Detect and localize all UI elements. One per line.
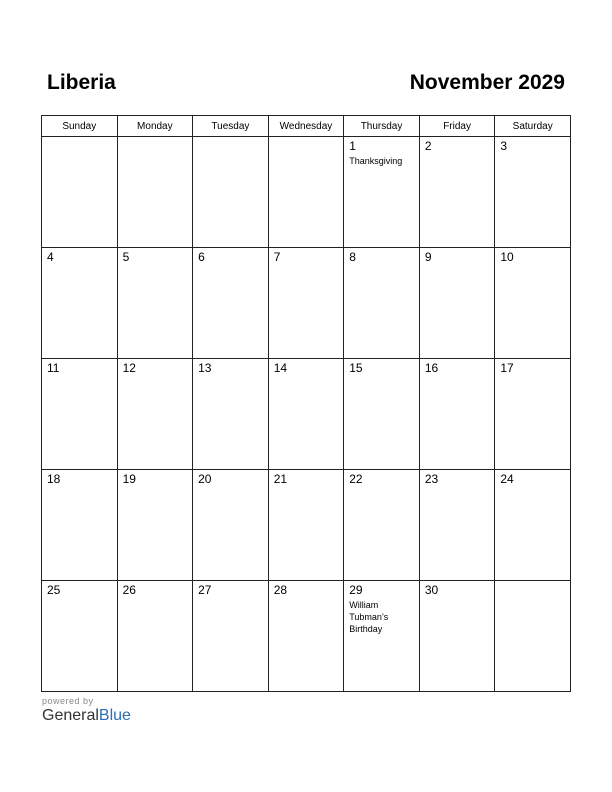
day-cell[interactable] <box>193 359 269 470</box>
day-cell[interactable] <box>117 248 193 359</box>
day-cell[interactable] <box>495 470 571 581</box>
week-row <box>42 248 571 359</box>
day-number: 23 <box>424 472 439 486</box>
week-row <box>42 137 571 248</box>
day-number: 13 <box>198 361 212 375</box>
day-cell[interactable] <box>42 470 118 581</box>
day-cell[interactable] <box>495 359 571 470</box>
day-cell[interactable] <box>419 248 495 359</box>
day-cell[interactable] <box>42 581 118 692</box>
day-number: 24 <box>500 472 514 486</box>
footer-branding <box>42 696 131 725</box>
day-cell[interactable] <box>344 248 420 359</box>
powered-by-label: powered by <box>42 696 94 706</box>
day-cell[interactable] <box>193 470 269 581</box>
day-number: 29 <box>349 583 363 597</box>
day-number: 25 <box>47 583 61 597</box>
day-number: 18 <box>47 472 61 486</box>
weekday-header-thursday: Thursday <box>344 116 420 137</box>
day-cell[interactable] <box>344 137 420 248</box>
weekday-header-wednesday: Wednesday <box>268 116 344 137</box>
day-cell <box>495 581 571 692</box>
day-number: 15 <box>349 361 363 375</box>
day-number: 19 <box>122 472 136 486</box>
day-number: 3 <box>500 139 508 153</box>
day-cell[interactable] <box>419 137 495 248</box>
day-number: 14 <box>273 361 288 375</box>
week-row <box>42 581 571 692</box>
country-title: Liberia <box>47 71 116 94</box>
day-cell[interactable] <box>419 470 495 581</box>
day-cell[interactable] <box>193 248 269 359</box>
day-cell[interactable] <box>495 137 571 248</box>
day-number: 7 <box>273 250 281 264</box>
day-cell[interactable] <box>117 581 193 692</box>
day-cell[interactable] <box>344 470 420 581</box>
holiday-label: William Tubman’s Birthday <box>349 600 389 634</box>
day-number: 4 <box>47 250 54 264</box>
month-year-title: November 2029 <box>409 71 565 94</box>
day-cell[interactable] <box>344 581 420 692</box>
day-cell[interactable] <box>268 359 344 470</box>
day-cell[interactable] <box>42 248 118 359</box>
day-number: 28 <box>273 583 288 597</box>
brand-logo[interactable] <box>42 707 131 725</box>
day-cell[interactable] <box>42 359 118 470</box>
day-cell[interactable] <box>495 248 571 359</box>
day-number: 10 <box>500 250 514 264</box>
day-cell[interactable] <box>268 248 344 359</box>
day-number: 30 <box>424 583 439 597</box>
day-cell <box>193 137 269 248</box>
day-number: 21 <box>273 472 288 486</box>
day-cell[interactable] <box>419 581 495 692</box>
day-cell[interactable] <box>268 470 344 581</box>
weekday-header-monday: Monday <box>117 116 193 137</box>
day-cell[interactable] <box>419 359 495 470</box>
day-cell <box>268 137 344 248</box>
holiday-label: Thanksgiving <box>349 156 403 166</box>
weekday-header-row <box>42 116 571 137</box>
day-cell[interactable] <box>117 470 193 581</box>
weekday-header-sunday: Sunday <box>42 116 118 137</box>
weekday-header-saturday: Saturday <box>495 116 571 137</box>
weekday-header-friday: Friday <box>419 116 495 137</box>
day-number: 20 <box>198 472 212 486</box>
day-number: 2 <box>424 139 432 153</box>
day-cell[interactable] <box>117 359 193 470</box>
day-cell[interactable] <box>268 581 344 692</box>
day-number: 1 <box>349 139 356 153</box>
day-number: 8 <box>349 250 356 264</box>
calendar-grid <box>41 115 571 692</box>
brand-name-part1: General <box>42 707 99 724</box>
day-number: 17 <box>500 361 514 375</box>
day-number: 6 <box>198 250 205 264</box>
day-cell <box>42 137 118 248</box>
day-number: 26 <box>122 583 136 597</box>
day-number: 12 <box>122 361 136 375</box>
week-row <box>42 359 571 470</box>
day-cell[interactable] <box>344 359 420 470</box>
day-number: 16 <box>424 361 439 375</box>
day-cell <box>117 137 193 248</box>
weekday-header-tuesday: Tuesday <box>193 116 269 137</box>
day-number: 5 <box>122 250 130 264</box>
day-number: 27 <box>198 583 212 597</box>
week-row <box>42 470 571 581</box>
brand-name-part2: Blue <box>98 707 131 724</box>
day-number: 9 <box>424 250 432 264</box>
day-number: 22 <box>349 472 363 486</box>
day-number: 11 <box>47 361 60 375</box>
day-cell[interactable] <box>193 581 269 692</box>
